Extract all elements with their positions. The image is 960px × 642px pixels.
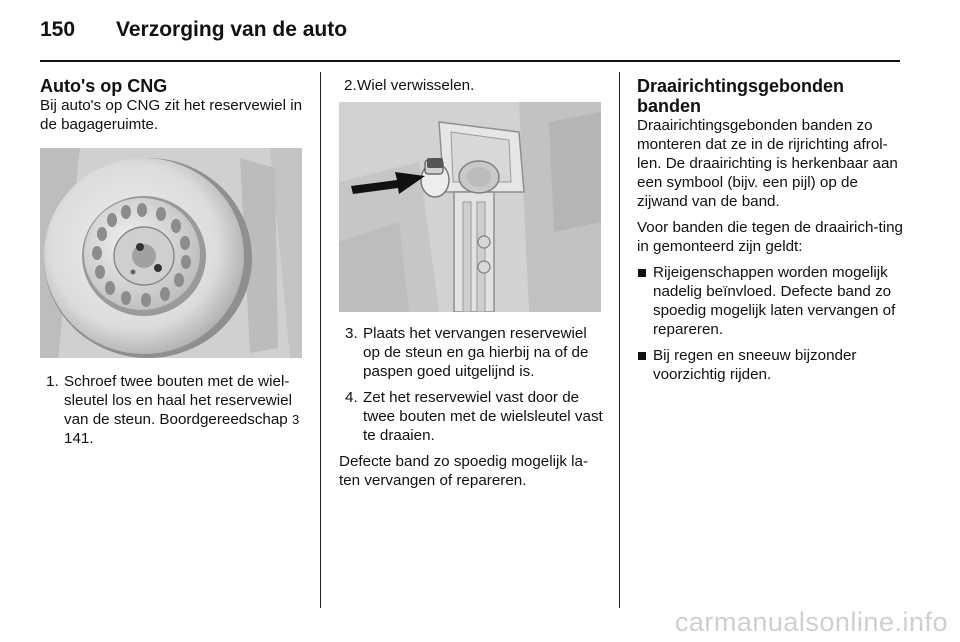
directional-intro: Draairichtingsgebonden banden zo monteren dat ze in de rijrichting afrol-len. De draairichting is herkenbaar aan een symbool (bijv. een pijl) op de zijwand van de band. (637, 117, 898, 210)
column-divider-2 (619, 72, 620, 608)
step-number: 3. (345, 325, 358, 342)
list-item (339, 388, 605, 445)
square-bullet-icon (638, 352, 646, 360)
column-2 (339, 76, 605, 497)
wheel-mount-bracket-image (339, 102, 601, 312)
watermark: carmanualsonline.info (674, 607, 948, 637)
directional-lead: Voor banden die tegen de draairich-ting in gemonteerd zijn geldt: (637, 219, 903, 255)
steps-list-col1 (40, 372, 306, 448)
step-text: Zet het reservewiel vast door de twee bouten met de wielsleutel vast te draaien. (363, 389, 603, 444)
step-text: Plaats het vervangen reservewiel op de steun en ga hierbij na of de paspen goed uitgelijnd is. (363, 325, 589, 380)
page-title: Verzorging van de auto (116, 18, 348, 41)
step-number: 2. (344, 77, 357, 94)
bullet-list (637, 263, 903, 384)
column-divider-1 (320, 72, 321, 608)
list-item (339, 76, 605, 95)
cng-intro: Bij auto's op CNG zit het reservewiel in de bagageruimte. (40, 97, 303, 133)
square-bullet-icon (638, 269, 646, 277)
list-item (339, 324, 605, 381)
column-1 (40, 76, 306, 455)
steps-list-col2 (339, 324, 605, 445)
page-ref-arrow-icon[interactable]: 3 (292, 412, 300, 427)
bullet-text: Rijeigenschappen worden mogelijk nadelig beïnvloed. Defecte band zo spoedig mogelijk laten vervangen of repareren. (653, 264, 896, 338)
spare-wheel-image (40, 148, 302, 358)
step-number: 4. (345, 389, 358, 406)
steps-list-col2-top (339, 76, 605, 95)
page-ref-link[interactable]: 141. (64, 430, 94, 447)
page-header (40, 18, 347, 48)
section-heading-directional-tyres: Draairichtingsgebonden banden (637, 76, 845, 116)
bullet-text: Bij regen en sneeuw bijzonder voorzichtig rijden. (653, 347, 857, 383)
step-text: Schroef twee bouten met de wiel-sleutel los en haal het reservewiel van de steun. Boordgereedschap (64, 373, 292, 428)
step-number: 1. (46, 373, 59, 390)
list-item (637, 346, 903, 384)
header-divider (40, 60, 900, 62)
page-number: 150 (40, 18, 76, 41)
section-heading-cng: Auto's op CNG (40, 76, 168, 96)
step-text: Wiel verwisselen. (357, 77, 475, 94)
list-item (637, 263, 903, 339)
list-item (40, 372, 306, 448)
column-3 (637, 76, 903, 391)
repair-note: Defecte band zo spoedig mogelijk la-ten vervangen of repareren. (339, 453, 589, 489)
